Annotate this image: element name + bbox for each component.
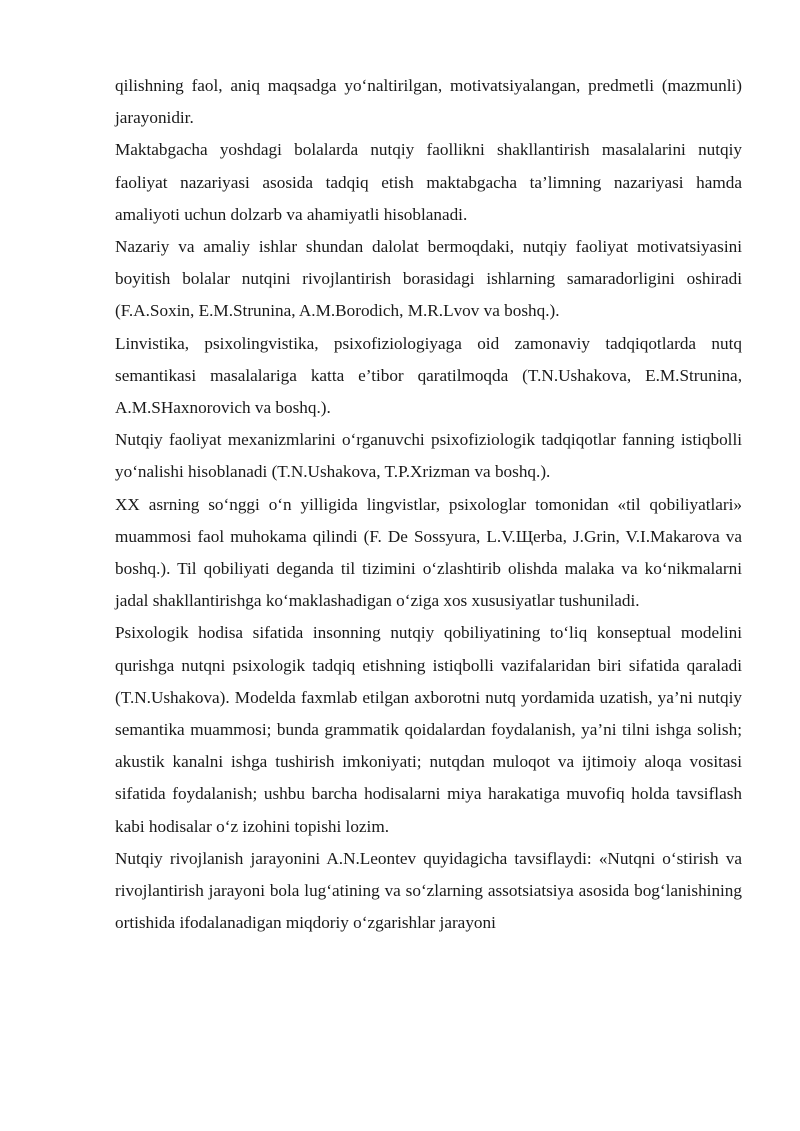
document-page [115,70,742,939]
paragraph-7: Psixologik hodisa sifatida insonning nutqiy qobiliyatining to‘liq konseptual modelini qurishga nutqni psixologik tadqiq etishning istiqbolli vazifalaridan biri sifatida qaraladi (T.N.Ushakova). Modelda faxmlab etilgan axborotni nutq yordamida uzatish, ya’ni nutqiy semantika muammosi; bunda grammatik qoidalardan foydalanish, ya’ni tilni ishga solish; akustik kanalni ishga tushirish imkoniyati; nutqdan muloqot va ijtimoiy aloqa vositasi sifatida foydalanish; ushbu barcha hodisalarni miya harakatiga muvofiq holda tavsiflash kabi hodisalar o‘z izohini topishi lozim. [115,623,742,836]
paragraph-2: Maktabgacha yoshdagi bolalarda nutqiy faollikni shakllantirish masalalarini nutqiy faoliyat nazariyasi asosida tadqiq etish maktabgacha ta’limning nazariyasi hamda amaliyoti uchun dolzarb va ahamiyatli hisoblanadi. [115,140,742,224]
paragraph-1: qilishning faol, aniq maqsadga yo‘naltirilgan, motivatsiyalangan, predmetli (mazmunli) jarayonidir. [115,76,742,128]
paragraph-6: XX asrning so‘nggi o‘n yilligida lingvistlar, psixologlar tomonidan «til qobiliyatlari» muammosi faol muhokama qilindi (F. De Sossyura, L.V.Щerba, J.Grin, V.I.Makarova va boshq.). Til qobiliyati deganda til tizimini o‘zlashtirib olishda malaka va ko‘nikmalarni jadal shakllantirishga ko‘maklashadigan o‘ziga xos xususiyatlar tushuniladi. [115,494,742,611]
paragraph-4: Linvistika, psixolingvistika, psixofiziologiyaga oid zamonaviy tadqiqotlarda nutq semantikasi masalalariga katta e’tibor qaratilmoqda (T.N.Ushakova, E.M.Strunina, A.M.SHaxnorovich va boshq.). [115,333,742,418]
paragraph-3: Nazariy va amaliy ishlar shundan dalolat bermoqdaki, nutqiy faoliyat motivatsiyasini boyitish bolalar nutqini rivojlantirish borasidagi ishlarning samaradorligini oshiradi (F.A.Soxin, E.M.Strunina, A.M.Borodich, M.R.Lvov va boshq.). [115,237,742,321]
paragraph-5: Nutqiy faoliyat mexanizmlarini o‘rganuvchi psixofiziologik tadqiqotlar fanning istiqbolli yo‘nalishi hisoblanadi (T.N.Ushakova, T.P.Xrizman va boshq.). [115,430,742,482]
paragraph-8: Nutqiy rivojlanish jarayonini A.N.Leontev quyidagicha tavsiflaydi: «Nutqni o‘stirish va rivojlantirish jarayoni bola lug‘atining va so‘zlarning assotsiatsiya asosida bog‘lanishining ortishida ifodalanadigan miqdoriy o‘zgarishlar jarayoni [115,848,742,933]
